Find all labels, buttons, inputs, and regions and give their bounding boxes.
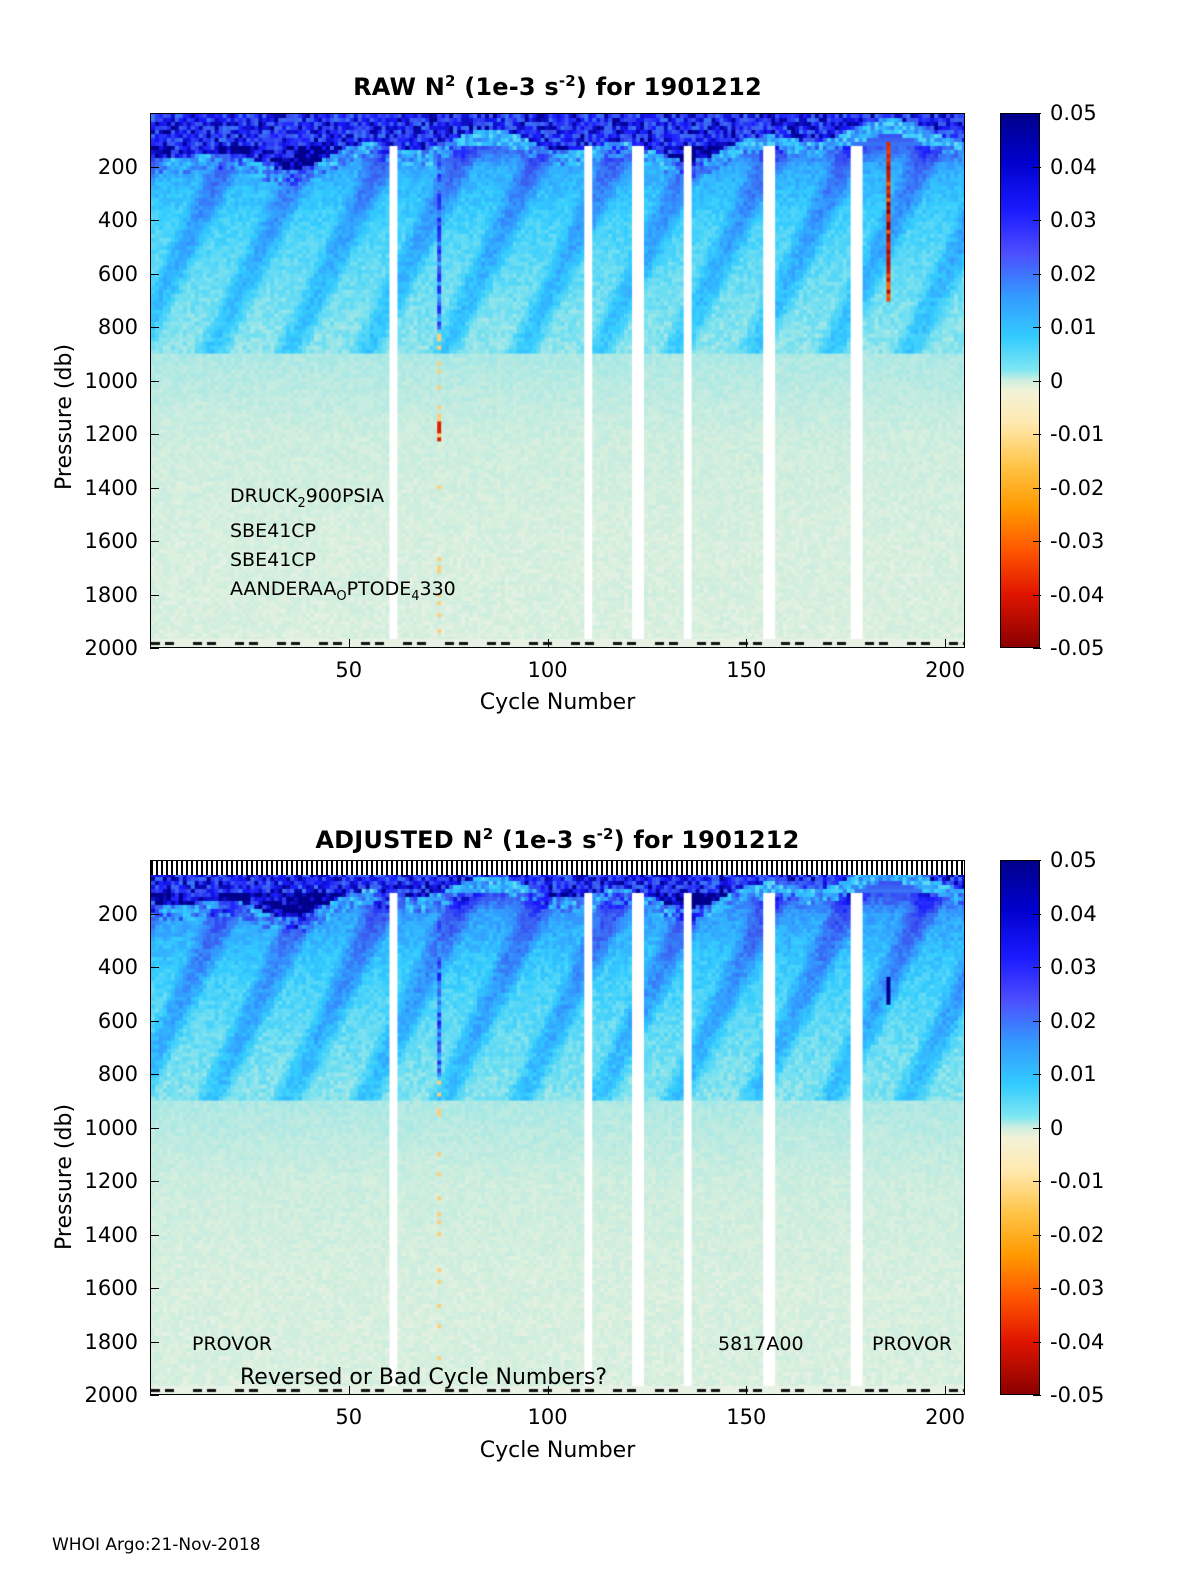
colorbar-tick-label: 0 (1050, 1115, 1064, 1140)
y-tick-label: 2000 (84, 636, 138, 660)
y-tick-mark (150, 1235, 159, 1236)
colorbar-tick-mark (1033, 1235, 1041, 1236)
colorbar-tick-label: -0.04 (1050, 1329, 1105, 1354)
colorbar-tick-mark (1033, 1021, 1041, 1022)
x-tick-label: 100 (527, 1405, 568, 1429)
x-axis-label-raw: Cycle Number (479, 690, 636, 715)
colorbar-tick-label: 0.05 (1050, 848, 1097, 872)
x-tick-mark (945, 639, 946, 648)
annotation-float-type-left: PROVOR (192, 1333, 273, 1355)
x-axis-label-adjusted: Cycle Number (479, 1438, 636, 1463)
y-tick-label: 1200 (84, 1169, 138, 1193)
title-mid: (1e-3 s (493, 826, 597, 854)
y-tick-label: 200 (97, 901, 138, 926)
annotation-sensor-oxygen: $AANDERAA_OPTODE_4330$ (230, 578, 456, 604)
y-tick-mark (150, 167, 159, 168)
x-tick-label: 150 (726, 658, 767, 682)
chart-title-adjusted (150, 825, 965, 854)
y-tick-mark (150, 1128, 159, 1129)
colorbar-tick-mark (1033, 220, 1041, 221)
colorbar-tick-mark (1033, 914, 1041, 915)
x-tick-label: 200 (925, 658, 966, 682)
chart-title-raw (150, 72, 965, 101)
x-tick-label: 50 (335, 658, 363, 682)
y-tick-mark (150, 1395, 159, 1396)
y-tick-label: 1200 (84, 422, 138, 446)
colorbar-tick-label: -0.03 (1050, 1276, 1105, 1300)
colorbar-tick-mark (1033, 541, 1041, 542)
x-tick-label: 200 (925, 1405, 966, 1429)
y-tick-mark (150, 1074, 159, 1075)
title-suffix: ) for 1901212 (575, 73, 762, 101)
colorbar-tick-label: 0.01 (1050, 1062, 1097, 1086)
title-suffix: ) for 1901212 (613, 826, 800, 854)
y-tick-mark (150, 381, 159, 382)
y-tick-label: 2000 (84, 1383, 138, 1407)
colorbar-tick-label: 0.03 (1050, 955, 1097, 979)
y-tick-mark (150, 595, 159, 596)
colorbar-tick-mark (1033, 860, 1041, 861)
panel-raw (0, 0, 1200, 760)
colorbar-tick-label: 0.02 (1050, 261, 1097, 286)
y-tick-mark (150, 327, 159, 328)
colorbar-tick-mark (1033, 1342, 1041, 1343)
title-mid: (1e-3 s (455, 73, 559, 101)
colorbar-tick-mark (1033, 1395, 1041, 1396)
x-tick-mark (548, 639, 549, 648)
y-tick-mark (150, 1342, 159, 1343)
footer-stamp: WHOI Argo:21-Nov-2018 (52, 1535, 261, 1555)
y-tick-label: 1800 (84, 582, 138, 607)
x-tick-mark (746, 639, 747, 648)
colorbar-tick-label: 0 (1050, 368, 1064, 393)
colorbar-tick-mark (1033, 1288, 1041, 1289)
y-tick-label: 800 (97, 1062, 138, 1086)
y-tick-mark (150, 967, 159, 968)
x-tick-label: 100 (527, 658, 568, 682)
y-tick-label: 800 (97, 315, 138, 339)
y-tick-label: 400 (97, 208, 138, 232)
y-tick-mark (150, 648, 159, 649)
annotation-float-serial: 5817A00 (718, 1333, 804, 1355)
y-tick-mark (150, 1181, 159, 1182)
y-tick-label: 1600 (84, 529, 138, 553)
title-superscript-2: -2 (596, 825, 614, 843)
panel-adjusted (0, 760, 1200, 1520)
colorbar-tick-label: -0.02 (1050, 475, 1105, 500)
colorbar-tick-label: -0.01 (1050, 1169, 1105, 1193)
heatmap-canvas-adjusted (151, 861, 965, 1395)
colorbar-tick-label: 0.01 (1050, 315, 1097, 339)
heatmap-adjusted[interactable] (150, 860, 965, 1395)
x-tick-mark (945, 1386, 946, 1395)
colorbar-tick-mark (1033, 595, 1041, 596)
colorbar-tick-label: 0.02 (1050, 1008, 1097, 1033)
y-tick-mark (150, 1021, 159, 1022)
annotation-sensor-pressure: $DRUCK_2900PSIA$ (230, 485, 385, 511)
y-axis-label-raw: Pressure (db) (52, 343, 77, 490)
colorbar-tick-mark (1033, 274, 1041, 275)
x-tick-label: 150 (726, 1405, 767, 1429)
y-tick-mark (150, 914, 159, 915)
y-tick-mark (150, 434, 159, 435)
colorbar-tick-label: -0.03 (1050, 529, 1105, 553)
colorbar-tick-mark (1033, 648, 1041, 649)
colorbar-tick-mark (1033, 167, 1041, 168)
annotation-sensor-ctd-1: SBE41CP (230, 520, 317, 542)
colorbar-tick-mark (1033, 381, 1041, 382)
colorbar-tick-label: -0.02 (1050, 1222, 1105, 1247)
y-tick-label: 1800 (84, 1329, 138, 1354)
x-tick-label: 50 (335, 1405, 363, 1429)
title-text: RAW N (353, 73, 445, 101)
colorbar-tick-mark (1033, 434, 1041, 435)
y-tick-label: 1600 (84, 1276, 138, 1300)
annotation-sensor-ctd-2: SBE41CP (230, 549, 317, 571)
y-tick-mark (150, 220, 159, 221)
y-tick-label: 200 (97, 154, 138, 179)
x-tick-mark (349, 639, 350, 648)
colorbar-tick-mark (1033, 967, 1041, 968)
y-tick-label: 600 (97, 261, 138, 286)
annotation-cycle-warning: Reversed or Bad Cycle Numbers? (240, 1365, 608, 1390)
colorbar-tick-label: -0.04 (1050, 582, 1105, 607)
y-tick-mark (150, 488, 159, 489)
title-superscript: 2 (482, 825, 494, 843)
y-tick-label: 1400 (84, 1222, 138, 1247)
colorbar-tick-label: -0.01 (1050, 422, 1105, 446)
colorbar-tick-mark (1033, 1181, 1041, 1182)
title-text: ADJUSTED N (315, 826, 483, 854)
y-axis-label-adjusted: Pressure (db) (52, 1103, 77, 1250)
colorbar-tick-mark (1033, 488, 1041, 489)
y-tick-label: 1000 (84, 368, 138, 393)
flag-marker-bar (151, 861, 964, 875)
colorbar-tick-mark (1033, 1128, 1041, 1129)
y-tick-label: 600 (97, 1008, 138, 1033)
colorbar-tick-mark (1033, 1074, 1041, 1075)
colorbar-tick-label: 0.03 (1050, 208, 1097, 232)
colorbar-tick-label: 0.05 (1050, 101, 1097, 125)
colorbar-tick-mark (1033, 327, 1041, 328)
y-tick-mark (150, 541, 159, 542)
colorbar-tick-label: -0.05 (1050, 636, 1105, 660)
y-tick-label: 1000 (84, 1115, 138, 1140)
colorbar-tick-mark (1033, 113, 1041, 114)
y-tick-label: 400 (97, 955, 138, 979)
annotation-float-type-right: PROVOR (872, 1333, 953, 1355)
x-tick-mark (746, 1386, 747, 1395)
y-tick-label: 1400 (84, 475, 138, 500)
colorbar-tick-label: 0.04 (1050, 154, 1097, 179)
y-tick-mark (150, 1288, 159, 1289)
title-superscript: 2 (445, 72, 456, 90)
colorbar-tick-label: 0.04 (1050, 901, 1097, 926)
title-superscript-2: -2 (558, 72, 576, 90)
colorbar-tick-label: -0.05 (1050, 1383, 1105, 1407)
y-tick-mark (150, 274, 159, 275)
